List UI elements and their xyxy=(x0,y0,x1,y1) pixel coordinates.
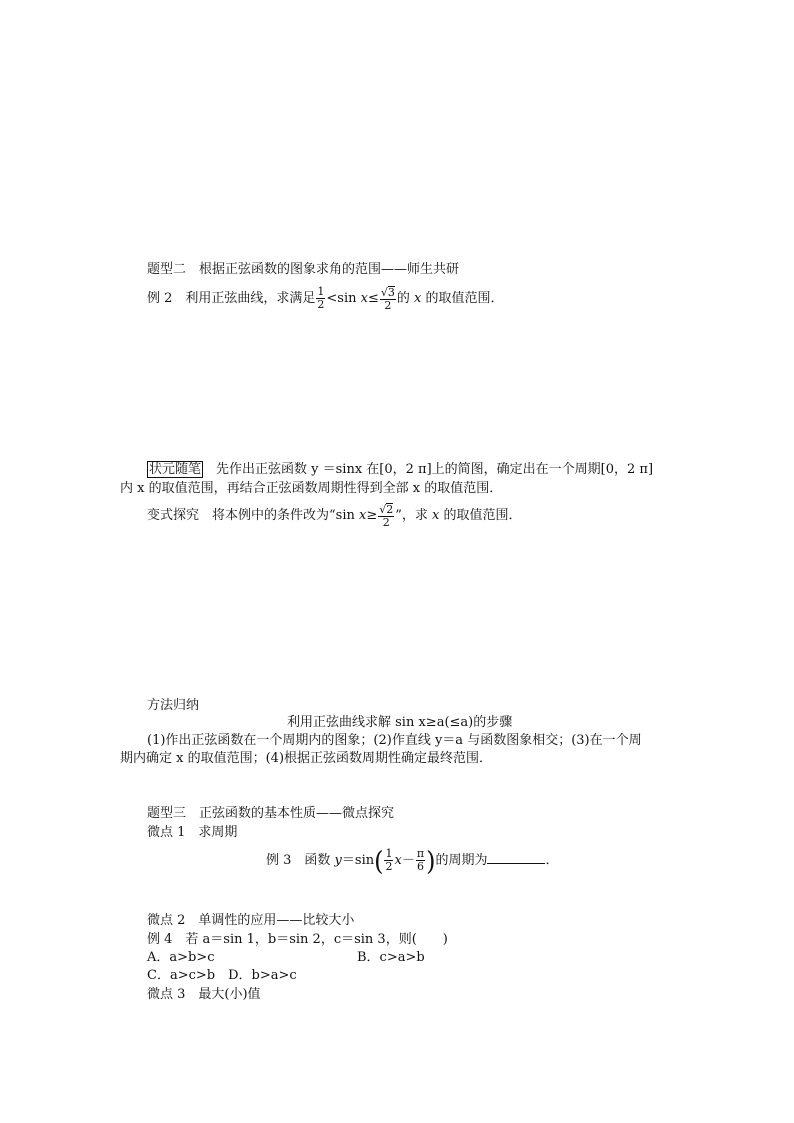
fraction-pi-over-6 xyxy=(416,848,425,873)
fraction-numerator: 1 xyxy=(385,847,393,860)
sqrt-radicand: 3 xyxy=(387,285,395,299)
example3-suffix: 的周期为 xyxy=(435,853,488,868)
variant-var-x: x xyxy=(358,508,367,523)
options-c-d[interactable]: C．a>c>b D．b>a>c xyxy=(147,968,297,983)
fraction-denominator: 2 xyxy=(385,860,393,873)
example3-sin: ＝sin xyxy=(341,853,375,868)
fraction-numerator: √3 xyxy=(380,285,395,299)
example3-var-x: x xyxy=(394,853,402,868)
example2-suffix-b: 的取值范围． xyxy=(421,291,504,306)
sqrt-radicand: 2 xyxy=(386,502,394,516)
fraction-one-half xyxy=(316,286,325,311)
hint-line2: 内 x 的取值范围，再结合正弦函数周期性得到全部 x 的取值范围． xyxy=(120,481,503,496)
method-line2: 期内确定 x 的取值范围；(4)根据正弦函数周期性确定最终范围． xyxy=(120,751,493,766)
example2-var-x: x xyxy=(360,291,368,306)
le-symbol: ≤ xyxy=(367,291,379,306)
fraction-denominator: 2 xyxy=(382,515,390,529)
method-title: 利用正弦曲线求解 sin x≥a(≤a)的步骤 xyxy=(287,715,513,730)
fraction-sqrt3-over-2 xyxy=(380,286,396,312)
fraction-one-half xyxy=(384,848,393,873)
ge-symbol: ≥ xyxy=(366,508,378,523)
option-b[interactable]: B．c>a>b xyxy=(357,950,425,965)
example2-suffix-a: 的 xyxy=(396,291,415,306)
fraction-numerator: 1 xyxy=(317,285,325,298)
option-a[interactable]: A．a>b>c xyxy=(147,950,215,965)
example2-suffix-var: x xyxy=(414,291,422,306)
variant-suffix-a: ”，求 xyxy=(395,508,433,523)
micro-point-2: 微点 2 单调性的应用——比较大小 xyxy=(147,913,355,928)
answer-blank[interactable] xyxy=(487,851,545,864)
method-heading: 方法归纳 xyxy=(147,698,200,713)
left-paren: ( xyxy=(374,845,384,876)
minus-symbol: － xyxy=(401,853,415,868)
fraction-sqrt2-over-2 xyxy=(378,503,394,529)
example3-var-y: y xyxy=(334,853,342,868)
example4-line: 例 4 若 a＝sin 1，b＝sin 2，c＝sin 3，则( ) xyxy=(147,932,448,947)
variant-suffix-var: x xyxy=(432,508,440,523)
example2-prefix: 例 2 利用正弦曲线，求满足 xyxy=(147,291,316,306)
section3-heading: 题型三 正弦函数的基本性质——微点探究 xyxy=(147,806,395,821)
fraction-numerator: √2 xyxy=(379,502,394,516)
micro-point-3: 微点 3 最大(小)值 xyxy=(147,987,261,1002)
example3-prefix: 例 3 函数 xyxy=(266,853,335,868)
method-line1: (1)作出正弦函数在一个周期内的图象；(2)作直线 y＝a 与函数图象相交；(3)在一个周 xyxy=(147,733,642,748)
variant-line xyxy=(147,502,522,530)
hint-text1: 先作出正弦函数 y ＝sinx 在[0，2 π]上的简图，确定出在一个周期[0，2 π] xyxy=(203,462,654,477)
right-paren: ) xyxy=(426,845,436,876)
example3-line xyxy=(266,845,558,877)
example3-end: ． xyxy=(545,853,559,868)
fraction-numerator: π xyxy=(416,847,425,860)
section2-heading: 题型二 根据正弦函数的图象求角的范围——师生共研 xyxy=(147,262,460,277)
hint-tag: 状元随笔 xyxy=(149,462,202,477)
fraction-denominator: 2 xyxy=(317,298,325,311)
fraction-denominator: 6 xyxy=(416,860,424,873)
example2-sin: <sin xyxy=(326,291,361,306)
fraction-denominator: 2 xyxy=(384,298,392,312)
variant-prefix: 变式探究 将本例中的条件改为“sin xyxy=(147,508,359,523)
example2-line xyxy=(147,285,504,313)
variant-suffix-b: 的取值范围． xyxy=(439,508,522,523)
micro-point-1: 微点 1 求周期 xyxy=(147,825,238,840)
hint-line1 xyxy=(147,462,653,478)
